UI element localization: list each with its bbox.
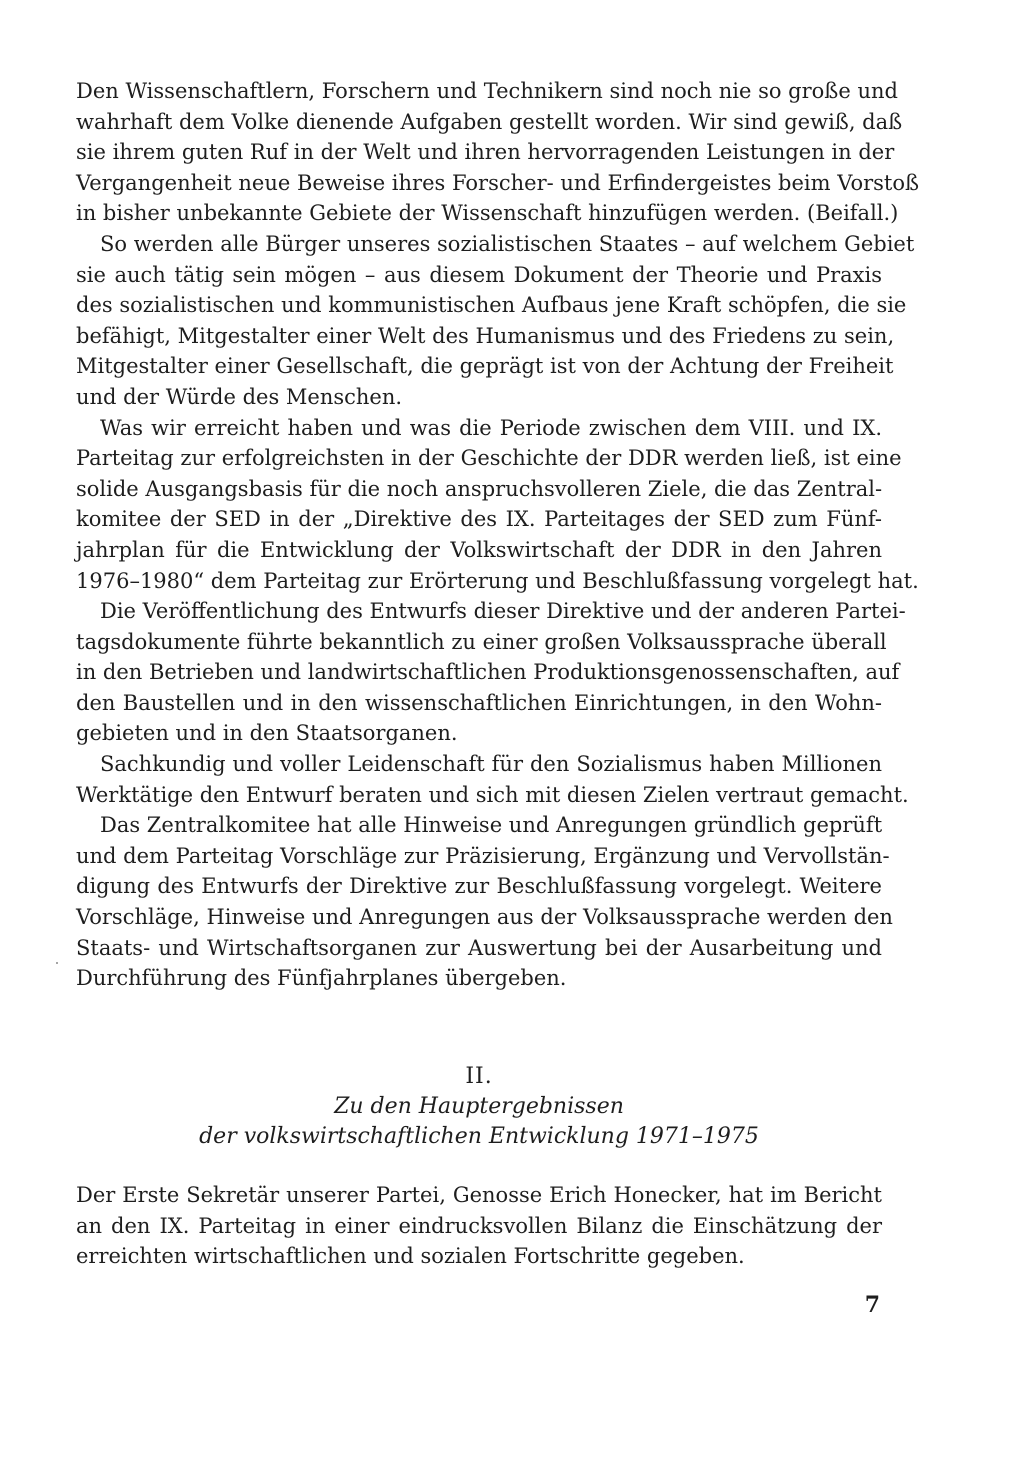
text-line: Sachkundig und voller Leidenschaft für den Sozialismus haben Millionen — [100, 752, 882, 777]
text-line: erreichten wirtschaftlichen und sozialen Fortschritte gegeben. — [76, 1244, 745, 1269]
text-line: an den IX. Parteitag in einer eindrucksvollen Bilanz die Einschätzung der — [76, 1213, 882, 1238]
text-line: Durchführung des Fünfjahrplanes übergeben. — [76, 966, 567, 991]
text-line: in bisher unbekannte Gebiete der Wissenschaft hinzufügen werden. (Beifall.) — [76, 201, 899, 226]
closing-text — [76, 1180, 882, 1272]
section-number: II. — [465, 1064, 493, 1089]
text-line: und dem Parteitag Vorschläge zur Präzisierung, Ergänzung und Vervollstän- — [76, 843, 890, 868]
text-line: komitee der SED in der „Direktive des IX. Parteitages der SED zum Fünf- — [76, 507, 882, 532]
text-line: solide Ausgangsbasis für die noch anspruchsvolleren Ziele, die das Zentral- — [76, 476, 883, 501]
text-line: jahrplan für die Entwicklung der Volkswirtschaft der DDR in den Jahren — [76, 537, 882, 562]
text-line: So werden alle Bürger unseres sozialistischen Staates – auf welchem Gebiet — [100, 231, 915, 256]
text-line: Den Wissenschaftlern, Forschern und Technikern sind noch nie so große und — [76, 79, 898, 103]
page-number: 7 — [864, 1292, 880, 1318]
text-line: Vergangenheit neue Beweise ihres Forscher- und Erfindergeistes beim Vorstoß — [76, 170, 920, 195]
text-line: sie auch tätig sein mögen – aus diesem Dokument der Theorie und Praxis — [76, 262, 882, 287]
text-line: digung des Entwurfs der Direktive zur Beschlußfassung vorgelegt. Weitere — [76, 874, 882, 899]
text-line: wahrhaft dem Volke dienende Aufgaben gestellt worden. Wir sind gewiß, daß — [76, 109, 903, 134]
paragraph-4 — [76, 596, 906, 749]
section-title-line-2: der volkswirtschaftlichen Entwicklung 1971–1975 — [199, 1124, 759, 1149]
text-line: des sozialistischen und kommunistischen Aufbaus jene Kraft schöpfen, die sie — [76, 293, 907, 318]
text-line: in den Betrieben und landwirtschaftlichen Produktionsgenossenschaften, auf — [76, 660, 900, 685]
text-line: Parteitag zur erfolgreichsten in der Geschichte der DDR werden ließ, ist eine — [76, 446, 902, 471]
text-line: Staats- und Wirtschaftsorganen zur Auswertung bei der Ausarbeitung und — [76, 935, 882, 960]
paragraph-7 — [76, 1180, 882, 1272]
text-line: sie ihrem guten Ruf in der Welt und ihren hervorragenden Leistungen in der — [76, 140, 895, 165]
section-heading — [76, 1062, 882, 1152]
text-line: gebieten und in den Staatsorganen. — [76, 721, 458, 746]
paragraph-2 — [76, 229, 915, 413]
text-line: Was wir erreicht haben und was die Periode zwischen dem VIII. und IX. — [100, 415, 882, 440]
text-line: befähigt, Mitgestalter einer Welt des Humanismus und des Friedens zu sein, — [76, 323, 895, 348]
text-line: tagsdokumente führte bekanntlich zu einer großen Volksaussprache überall — [76, 629, 887, 654]
text-line: Werktätige den Entwurf beraten und sich mit diesen Zielen vertraut gemacht. — [76, 782, 909, 807]
body-text — [76, 76, 920, 994]
paragraph-5 — [76, 749, 909, 810]
text-line: Die Veröffentlichung des Entwurfs dieser Direktive und der anderen Partei- — [100, 599, 906, 624]
paragraph-1 — [76, 76, 920, 229]
section-title-line-1: Zu den Hauptergebnissen — [334, 1094, 624, 1119]
text-line: und der Würde des Menschen. — [76, 384, 403, 409]
text-line: Der Erste Sekretär unserer Partei, Genosse Erich Honecker, hat im Bericht — [76, 1183, 882, 1207]
paragraph-3 — [76, 413, 919, 597]
scan-speck — [56, 962, 58, 964]
paragraph-6 — [76, 810, 893, 994]
text-line: 1976–1980“ dem Parteitag zur Erörterung und Beschlußfassung vorgelegt hat. — [76, 568, 919, 593]
text-line: Vorschläge, Hinweise und Anregungen aus der Volksaussprache werden den — [76, 905, 893, 930]
text-line: den Baustellen und in den wissenschaftlichen Einrichtungen, in den Wohn- — [76, 690, 882, 715]
text-line: Mitgestalter einer Gesellschaft, die geprägt ist von der Achtung der Freiheit — [76, 354, 894, 379]
text-line: Das Zentralkomitee hat alle Hinweise und Anregungen gründlich geprüft — [100, 813, 883, 838]
